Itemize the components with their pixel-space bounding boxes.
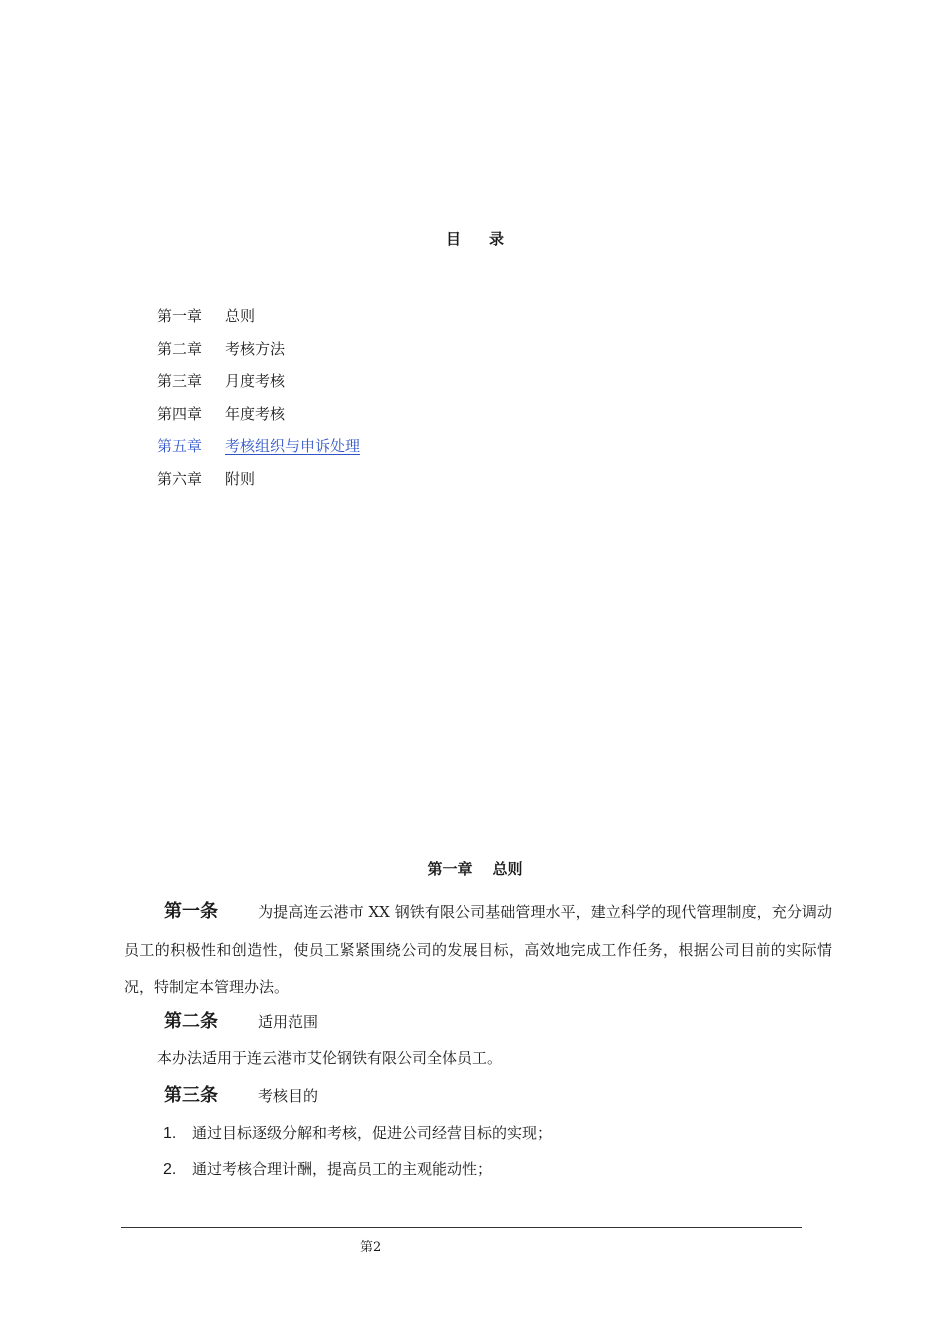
- toc-item-title: 考核组织与申诉处理: [225, 437, 361, 456]
- article-2-heading: [164, 1007, 318, 1033]
- chapter-heading: [0, 858, 950, 879]
- page-number: 第2: [360, 1240, 382, 1255]
- toc-item-number: 第三章: [157, 372, 203, 391]
- list-item-number: 2.: [163, 1161, 177, 1178]
- toc-title-right: 录: [489, 230, 505, 248]
- toc-item-title: 考核方法: [225, 339, 286, 358]
- list-item: [163, 1158, 492, 1179]
- footer-divider: [121, 1227, 802, 1228]
- toc-item-title: 附则: [225, 469, 256, 488]
- article-2-title: 适用范围: [258, 1013, 319, 1031]
- toc-item[interactable]: [157, 370, 378, 403]
- article-1-paragraph: [124, 893, 832, 1007]
- toc-item-link[interactable]: [157, 435, 378, 468]
- article-2-text: 本办法适用于连云港市艾伦钢铁有限公司全体员工。: [157, 1049, 503, 1067]
- article-2-label: 第二条: [164, 1011, 218, 1032]
- toc-item-number: 第一章: [157, 307, 203, 325]
- list-item-text: 通过目标逐级分解和考核，促进公司经营目标的实现；: [192, 1124, 553, 1142]
- toc-item-title: 总则: [225, 307, 256, 325]
- toc-item-number: 第四章: [157, 404, 203, 423]
- toc-title-left: 目: [445, 230, 461, 248]
- article-3-label: 第三条: [164, 1085, 218, 1106]
- article-3-heading: [164, 1081, 318, 1107]
- toc-item[interactable]: [157, 403, 378, 436]
- toc-item[interactable]: [157, 338, 378, 371]
- toc-item-title: 年度考核: [225, 404, 286, 423]
- list-item-number: 1.: [163, 1125, 177, 1142]
- toc-item-title: 月度考核: [225, 372, 286, 391]
- toc-item[interactable]: [157, 468, 378, 501]
- list-item-text: 通过考核合理计酬，提高员工的主观能动性；: [192, 1160, 493, 1178]
- chapter-title: 总则: [492, 860, 523, 878]
- toc-item-number: 第二章: [157, 339, 203, 358]
- article-1-text: 为提高连云港市 XX 钢铁有限公司基础管理水平，建立科学的现代管理制度，充分调动员工的积极性和创造性，使员工紧紧围绕公司的发展目标，高效地完成工作任务，根据公司目前的实际情况，特制定本管理办法。: [124, 903, 832, 996]
- list-item: [163, 1122, 552, 1143]
- chapter-number: 第一章: [427, 860, 473, 878]
- toc-item-number: 第五章: [157, 437, 203, 456]
- toc-item-number: 第六章: [157, 469, 203, 488]
- toc-item[interactable]: [157, 305, 378, 338]
- article-1-label: 第一条: [164, 901, 218, 922]
- article-3-title: 考核目的: [258, 1087, 319, 1105]
- toc-list: [157, 305, 378, 501]
- toc-title: [0, 228, 950, 249]
